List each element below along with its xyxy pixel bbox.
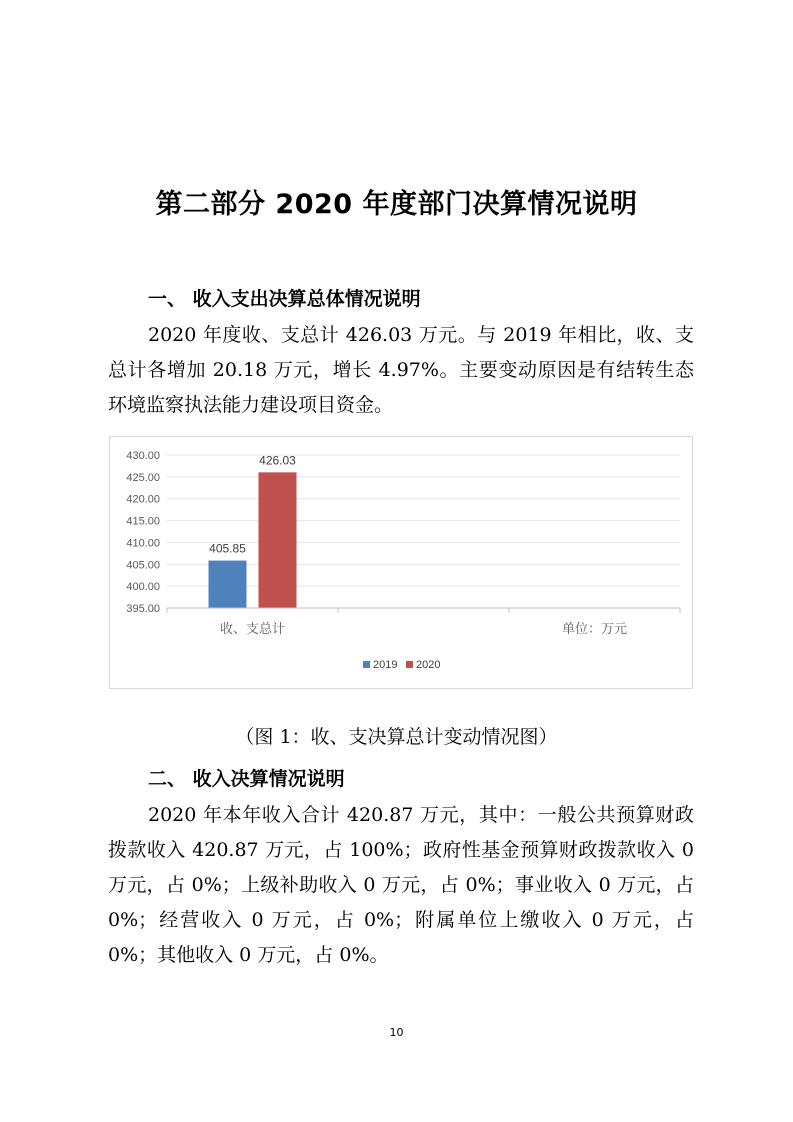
section1-heading: 一、 收入支出决算总体情况说明: [148, 288, 421, 310]
section2-paragraph: 2020 年本年收入合计 420.87 万元，其中：一般公共预算财政拨款收入 420.87 万元，占 100%；政府性基金预算财政拨款收入 0 万元，占 0%；上级补助收入 0 万元，占 0%；事业收入 0 万元，占 0%；经营收入 0 万元，占 0%；附属单位上缴收入 0 万元，占 0%；其他收入 0 万元，占 0%。: [108, 804, 694, 966]
bar-2019: [209, 561, 247, 608]
y-tick-label: 400.00: [126, 581, 160, 594]
page-number: 10: [389, 1026, 404, 1039]
y-tick-label: 410.00: [126, 537, 160, 550]
y-tick-label: 395.00: [126, 603, 160, 615]
x-category-label: 收、支总计: [219, 622, 286, 637]
section2-heading: 二、 收入决算情况说明: [148, 768, 345, 790]
y-tick-label: 420.00: [126, 493, 160, 506]
chart-svg: [110, 437, 694, 690]
legend-swatch-2019: [363, 661, 370, 668]
data-label: 405.85: [209, 541, 246, 556]
data-label: 426.03: [259, 453, 296, 468]
bar-2020: [259, 472, 297, 608]
figure-caption: （图 1：收、支决算总计变动情况图）: [235, 726, 558, 748]
y-tick-label: 425.00: [126, 471, 160, 484]
bar-chart: [109, 436, 693, 689]
y-tick-label: 415.00: [126, 515, 160, 528]
legend-swatch-2020: [406, 661, 413, 668]
section1-paragraph: 2020 年度收、支总计 426.03 万元。与 2019 年相比，收、支总计各增加 20.18 万元，增长 4.97%。主要变动原因是有结转生态环境监察执法能力建设项目资金。: [108, 324, 694, 416]
y-tick-label: 430.00: [126, 450, 160, 462]
unit-note: 单位：万元: [561, 622, 628, 637]
legend-label: 2020: [416, 659, 441, 671]
legend-label: 2019: [373, 659, 398, 671]
page-title: 第二部分 2020 年度部门决算情况说明: [155, 189, 638, 220]
y-tick-label: 405.00: [126, 559, 160, 572]
